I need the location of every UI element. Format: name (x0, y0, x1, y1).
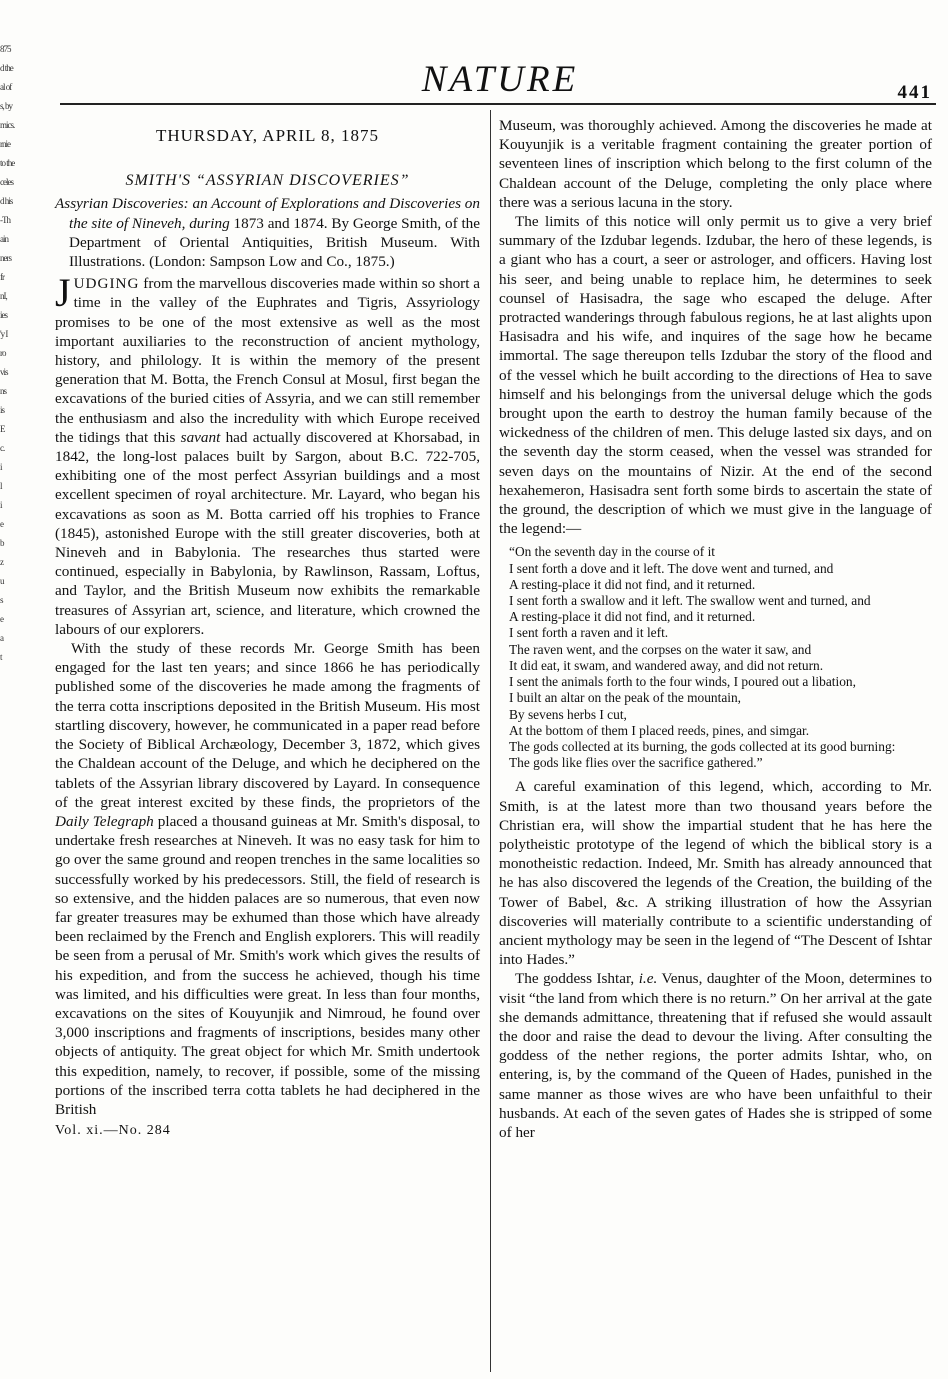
quote-line: A resting-place it did not find, and it returned. (509, 576, 756, 592)
bleed-line: i (0, 462, 2, 472)
margin-bleed-fragments (0, 40, 16, 1370)
book-details: 1873 and 1874. By George Smith, of the Department of Oriental Antiquities, British Museum. With Illustrations. (London: Sampson Low and Co., 1875.) (69, 214, 481, 271)
legend-quotation (505, 544, 932, 771)
quote-line: It did eat, it swam, and wandered away, and did not return. (509, 657, 824, 673)
quote-line: By sevens herbs I cut, (509, 706, 627, 722)
date-line: THURSDAY, APRIL 8, 1875 (155, 126, 380, 145)
bleed-line: E (0, 424, 5, 434)
bleed-line: z (0, 557, 3, 567)
bleed-line: celes (0, 177, 13, 187)
bleed-line: 'y I (0, 329, 8, 339)
bleed-line: b (0, 538, 4, 548)
quote-line: I built an altar on the peak of the mountain, (509, 690, 742, 706)
bleed-line: mics. (0, 120, 15, 130)
book-title: Assyrian Discoveries: an Account of Explorations and Discoveries on the site of Nineveh, during (55, 195, 480, 232)
small-caps-opening: UDGING (73, 275, 140, 293)
bleed-line: a (0, 633, 3, 643)
bleed-line: 875 (0, 44, 11, 54)
bleed-line: c. (0, 443, 5, 453)
bleed-line: ro (0, 348, 6, 358)
bibliographic-reference (55, 194, 480, 271)
quote-line: I sent forth a swallow and it left. The swallow went and turned, and (509, 593, 871, 609)
bleed-line: ners (0, 253, 11, 263)
header-rule (60, 103, 936, 105)
bleed-line: s (0, 595, 3, 605)
quote-line: At the bottom of them I placed reeds, pines, and simgar. (509, 722, 810, 738)
paragraph-text: had actually discovered at Khorsabad, in 1842, the long-lost palaces built by Sargon, about B.C. 722-705, exhibiting one of the most perfect Assyrian buildings and a most excellent specimen of royal architecture. Mr. Layard, who began his excavations as soon as M. Botta carried off his trophies to France (1845), astonished Europe with the still greater discoveries, both at Nineveh and in Babylonia. The researches thus started were continued, especially in Babylonia, by Rawlinson, Rassam, Loftus, and Taylor, and the British Museum now exhibits the remarkable treasures of Assyrian art, science, and literature, which crowned the labours of our explorers. (55, 428, 481, 638)
paragraph (499, 969, 932, 1142)
page-number: 441 (897, 82, 932, 103)
paragraph-text: The goddess Ishtar, (515, 970, 635, 988)
bleed-line: fr (0, 272, 4, 282)
bleed-line: vis (0, 367, 8, 377)
masthead (60, 58, 940, 108)
italic-term: Daily Telegraph (55, 812, 154, 830)
bleed-line: ns (0, 386, 7, 396)
quote-line: I sent forth a raven and it left. (509, 625, 669, 641)
volume-footer: Vol. xi.—No. 284 (55, 1123, 171, 1139)
column-divider (490, 110, 491, 1372)
bleed-line: rnie (0, 139, 10, 149)
article-headline: SMITH'S “ASSYRIAN DISCOVERIES” (125, 172, 410, 190)
bleed-line: nI, (0, 291, 7, 301)
paragraph-text: from the marvellous discoveries made within so short a time in the valley of the Euphrates and Tigris, Assyriology promises to be one of the most extensive as well as the most important auxiliaries to the reconstruction of ancient mythology, history, and philology. It is within the memory of the present generation that M. Botta, the French Consul at Mosul, first began the excavations of the buried cities of Assyria, and we can still remember the enthusiasm and also the incredulity with which Europe received the tidings that this (55, 275, 480, 446)
bleed-line: e (0, 519, 3, 529)
bleed-line: ain (0, 234, 8, 244)
quote-line: The gods collected at its burning, the gods collected at its good burning: (509, 738, 896, 754)
quote-line: “On the seventh day in the course of it (509, 544, 716, 560)
italic-term: i.e. (638, 970, 658, 988)
left-column (55, 120, 480, 1140)
bleed-line: u (0, 576, 4, 586)
paragraph: The limits of this notice will only permit us to give a very brief summary of the Izdubar legends. Izdubar, the hero of these legends, is a giant who has a court, a seer or astrologer, and officers. Having lost his seer, and being unable to replace him, he determines to seek counsel of Hasisadra, the sage who escaped the deluge. After protracted wanderings through fabulous regions, he at last alights upon Hasisadra and his wife, and inquires of the sage how he became immortal. The sage thereupon tells Izdubar the story of the flood and of the vessel which he built according to the directions of Hea to save himself and his belongings from the universal deluge which the gods brought upon the earth to destroy the human family because of the wickedness of the children of men. This deluge lasted six days, and on the seventh day the storm ceased, when the vessel was stranded for seven days on the mountains of Nizir. At the end of the second hexahemeron, Hasisadra sent forth some birds to ascertain the state of the ground, the description of which we must give in the language of the legend:— (499, 213, 932, 538)
bleed-line: e (0, 614, 3, 624)
right-column (499, 116, 932, 1142)
bleed-line: d his (0, 196, 13, 206)
bleed-line: d the (0, 63, 13, 73)
quote-line: The raven went, and the corpses on the water it saw, and (509, 641, 812, 657)
drop-cap: J (55, 270, 71, 316)
quote-line: I sent the animals forth to the four winds, I poured out a libation, (509, 674, 856, 690)
bleed-line: is (0, 405, 5, 415)
italic-term: savant (180, 428, 221, 446)
quote-line: The gods like flies over the sacrifice gathered.” (509, 755, 763, 771)
paragraph: Museum, was thoroughly achieved. Among the discoveries he made at Kouyunjik is a veritable fragment containing the greater portion of seventeen lines of inscription which belong to the first column of the Chaldean account of the Deluge, completing the only place where there was a serious lacuna in the story. (499, 117, 932, 211)
bleed-line: to the (0, 158, 15, 168)
paragraph: A careful examination of this legend, which, according to Mr. Smith, is at the latest more than two thousand years before the Christian era, will show the impartial student that he has here the polytheistic prototype of the legend of which the biblical story is a monotheistic redaction. Indeed, Mr. Smith has already announced that he has also discovered the legends of the Creation, the building of the Tower of Babel, &c. A striking illustration of how the Assyrian discoveries will materially contribute to a scientific understanding of ancient mythology may be seen in the legend of “The Descent of Ishtar into Hades.” (499, 778, 932, 969)
paragraph-text: placed a thousand guineas at Mr. Smith's disposal, to undertake fresh researches at Nineveh. It was no easy task for him to go over the same ground and reopen trenches in the same localities so successfully worked by his predecessors. Still, the field of research is so extensive, and the hidden palaces are so numerous, that even now far greater treasures may be exhumed than those which have already been reclaimed by the French and English explorers. This will readily be seen from a perusal of Mr. Smith's work which gives the results of his expedition, and from the success he achieved, though his time was limited, and his difficulties were great. In less than four months, excavations on the sites of Kouyunjik and Nimroud, he found over 3,000 inscriptions and fragments of inscriptions, besides many other objects of antiquity. The great object for which Mr. Smith undertook this expedition, namely, to recover, if possible, some of the missing portions of the inscribed terra cotta tablets he had deciphered in the British (55, 812, 481, 1118)
quote-line: A resting-place it did not find, and it returned. (509, 609, 756, 625)
paragraph (55, 639, 480, 1119)
bleed-line: s, by (0, 101, 13, 111)
paragraph (55, 270, 481, 639)
bleed-line: al of (0, 82, 12, 92)
bleed-line: -Th (0, 215, 10, 225)
bleed-line: l (0, 481, 2, 491)
journal-title: NATURE (421, 59, 579, 100)
paragraph-text: With the study of these records Mr. George Smith has been engaged for the last ten years; and since 1866 he has periodically published some of the discoveries he made among the fragments of the terra cotta inscriptions deposited in the British Museum. His most startling discovery, however, he communicated in a paper read before the Society of Biblical Archæology, December 3, 1872, which gives the Chaldean account of the Deluge, and which he deciphered on the tablets of the Assyrian library discovered by Layard. In consequence of the great interest excited by these finds, the proprietors of the (55, 640, 480, 811)
bleed-line: i (0, 500, 2, 510)
paragraph-text: Venus, daughter of the Moon, determines to visit “the land from which there is no return.” On her arrival at the gate she demands admittance, threatening that if refused she would assault the door and raise the dead to devour the living. After consulting the goddess of the nether regions, the porter admits Ishtar, who, on entering, is, by the command of the Queen of Hades, punished in the same manner as those wives are who have been unfaithful to their husbands. At each of the seven gates of Hades she is stripped of some of her (499, 970, 932, 1141)
bleed-line: t (0, 652, 2, 662)
bleed-line: ies (0, 310, 7, 320)
quote-line: I sent forth a dove and it left. The dove went and turned, and (509, 560, 834, 576)
